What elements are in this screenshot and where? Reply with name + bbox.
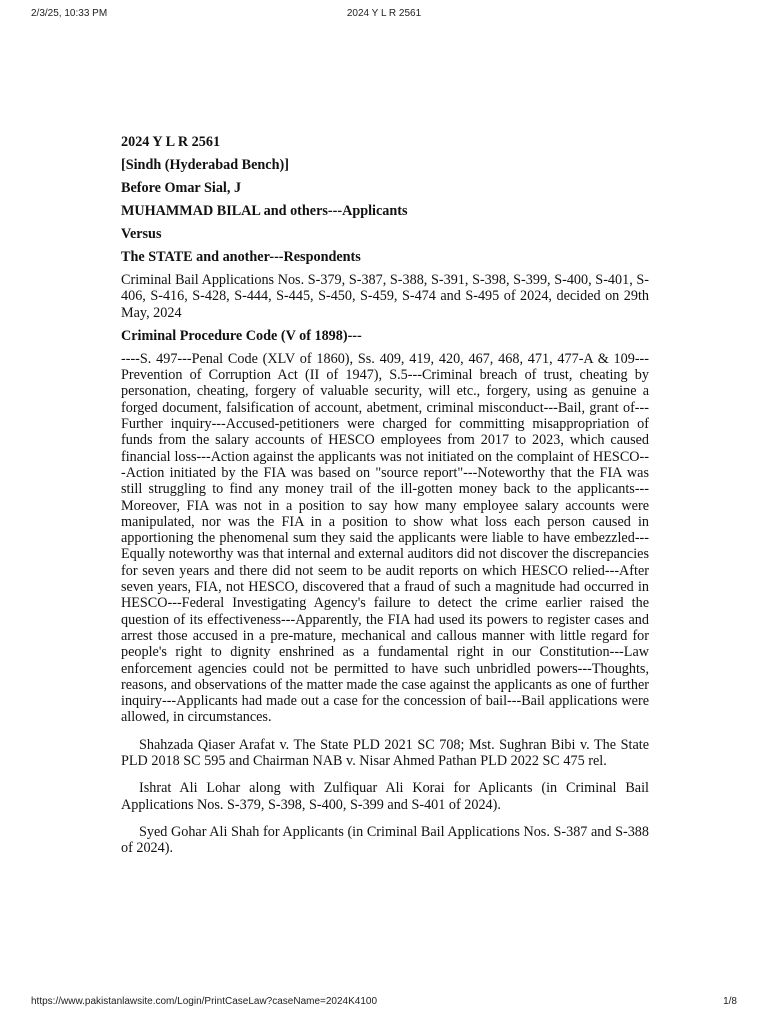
references-paragraph: Shahzada Qiaser Arafat v. The State PLD 2021 SC 708; Mst. Sughran Bibi v. The State PLD 2018 SC 595 and Chairman NAB v. Nisar Ahmed Pathan PLD 2022 SC 475 rel.: [121, 736, 649, 770]
applicants-heading: MUHAMMAD BILAL and others---Applicants: [121, 203, 408, 219]
print-doc-title: 2024 Y L R 2561: [346, 8, 422, 19]
counsel-paragraph-2: Syed Gohar Ali Shah for Applicants (in Criminal Bail Applications Nos. S-387 and S-388 of 2024).: [121, 823, 649, 857]
respondents-heading: The STATE and another---Respondents: [121, 249, 361, 265]
case-document: [121, 134, 649, 864]
headnote-paragraph: ----S. 497---Penal Code (XLV of 1860), Ss. 409, 419, 420, 467, 468, 471, 477-A & 109---Prevention of Corruption Act (II of 1947), S.5---Criminal breach of trust, cheating by personation, cheating, forgery of valuable security, will etc., forgery, using as genuine a forged document, falsification of account, abetment, criminal misconduct---Bail, grant of---Further inquiry---Accused-petitioners were charged for committing misappropriation of funds from the salary accounts of HESCO employees from 2017 to 2023, which caused financial loss---Action against the applicants was not initiated on the complaint of HESCO---Action initiated by the FIA was based on "source report"---Noteworthy that the FIA was still struggling to find any money trail of the ill-gotten money back to the applicants---Moreover, FIA was not in a position to say how many employee salary accounts were manipulated, nor was the FIA in a position to show what loss each person caused in apportioning the phenomenal sum they said the applicants were liable to have embezzled---Equally noteworthy was that internal and external auditors did not discover the discrepancies for seven years and there did not seem to be audit reports on which HESCO relied---After seven years, FIA, not HESCO, discovered that a fraud of such a magnitude had occurred in HESCO---Federal Investigating Agency's failure to detect the crime earlier raised the question of its effectiveness---Apparently, the FIA had used its powers to register cases and arrest those accused in a pre-mature, mechanical and callous manner with little regard for people's right to dignity enshrined as a fundamental right in our Constitution---Law enforcement agencies could not be permitted to have such unbridled powers---Thoughts, reasons, and observations of the matter made the case against the applicants as one of further inquiry---Applicants had made out a case for the concession of bail---Bail applications were allowed, in circumstances.: [121, 350, 649, 726]
print-footer: [0, 996, 768, 1010]
applications-line: Criminal Bail Applications Nos. S-379, S-387, S-388, S-391, S-398, S-399, S-400, S-401, S-406, S-416, S-428, S-444, S-445, S-450, S-459, S-474 and S-495 of 2024, decided on 29th May, 2024: [121, 272, 649, 321]
counsel-paragraph-1: Ishrat Ali Lohar along with Zulfiquar Ali Korai for Aplicants (in Criminal Bail Applications Nos. S-379, S-398, S-400, S-399 and S-401 of 2024).: [121, 780, 649, 813]
court-name: [Sindh (Hyderabad Bench)]: [121, 157, 289, 173]
page-number: 1/8: [723, 996, 737, 1007]
judge-name: Before Omar Sial, J: [121, 180, 242, 196]
print-datetime: 2/3/25, 10:33 PM: [31, 8, 108, 19]
statute-heading: Criminal Procedure Code (V of 1898)---: [121, 327, 362, 344]
versus-heading: Versus: [121, 226, 162, 242]
case-citation: 2024 Y L R 2561: [121, 134, 221, 150]
print-url: https://www.pakistanlawsite.com/Login/PrintCaseLaw?caseName=2024K4100: [31, 996, 378, 1007]
print-header: [0, 8, 768, 22]
